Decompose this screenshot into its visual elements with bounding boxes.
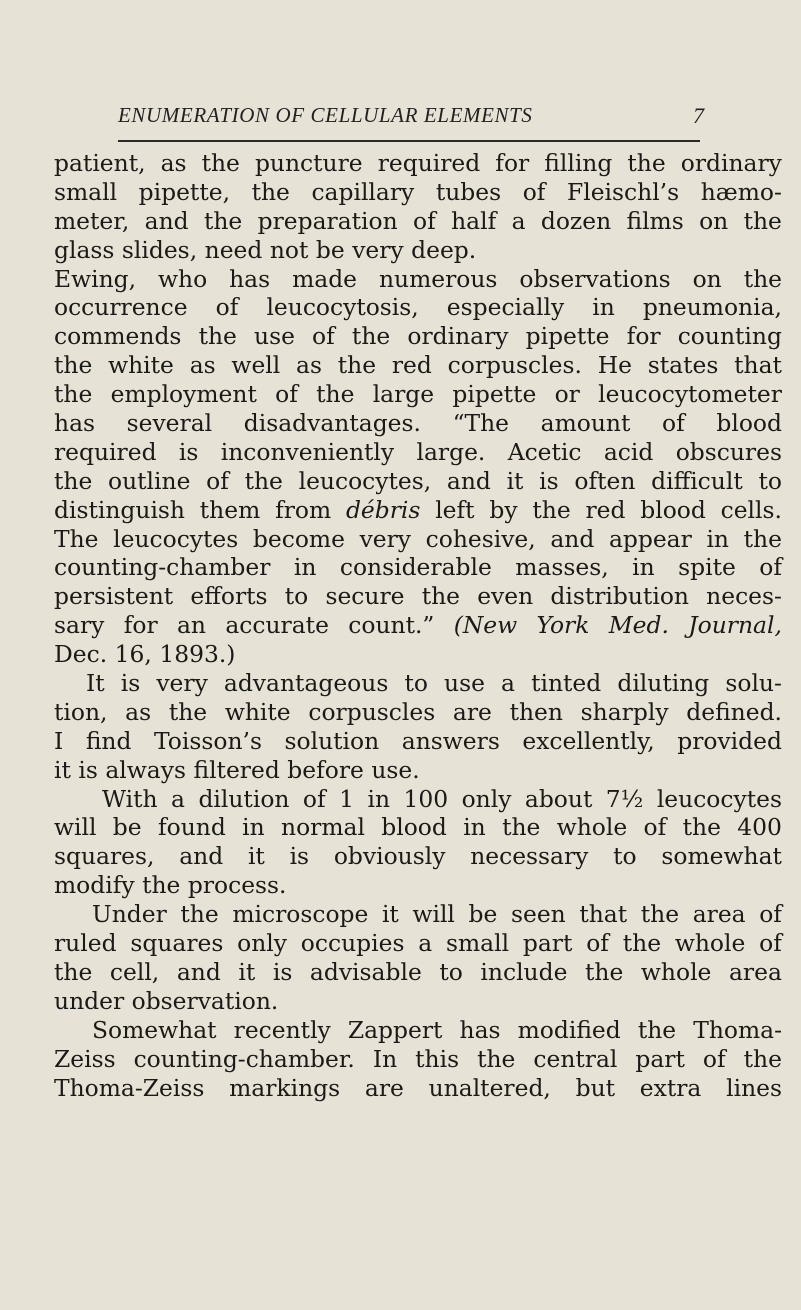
text-line: required is inconveniently large. Acetic acid obscures <box>54 437 782 466</box>
text-line: meter, and the preparation of half a dozen films on the <box>54 206 782 235</box>
text-line: glass slides, need not be very deep. <box>54 235 477 264</box>
text-line: patient, as the puncture required for filling the ordinary <box>54 149 782 177</box>
text-line: under observation. <box>54 986 279 1015</box>
text-line: counting-chamber in considerable masses, in spite of <box>54 553 782 582</box>
page-number: 7 <box>693 103 704 128</box>
text-line: occurrence of leucocytosis, especially in pneumonia, <box>54 293 782 322</box>
running-head <box>110 103 708 133</box>
text-line: sary for an accurate count.” (New York Med. Journal, <box>54 611 782 640</box>
text-line: the cell, and it is advisable to include the whole area <box>54 957 782 986</box>
text-line: persistent efforts to secure the even distribution neces- <box>54 582 782 611</box>
text-line: distinguish them from débris left by the red blood cells. <box>54 495 782 524</box>
text-line: It is very advantageous to use a tinted diluting solu- <box>86 669 782 698</box>
text-line: will be found in normal blood in the whole of the 400 <box>54 813 782 842</box>
body-text <box>54 149 782 1102</box>
text-line: it is always filtered before use. <box>54 755 420 784</box>
text-line: tion, as the white corpuscles are then sharply defined. <box>54 697 782 726</box>
text-line: the employment of the large pipette or leucocytometer <box>54 380 782 409</box>
text-line: small pipette, the capillary tubes of Fleischl’s hæmo- <box>54 177 782 206</box>
header-rule <box>118 140 700 142</box>
text-line: With a dilution of 1 in 100 only about 7½ leucocytes <box>102 784 782 813</box>
text-line: Under the microscope it will be seen that the area of <box>92 900 782 929</box>
text-line: Ewing, who has made numerous observations on the <box>54 264 782 293</box>
text-line: Dec. 16, 1893.) <box>54 640 236 669</box>
text-line: has several disadvantages. “The amount of blood <box>54 409 782 438</box>
text-line: commends the use of the ordinary pipette for counting <box>54 322 782 351</box>
text-line: squares, and it is obviously necessary to somewhat <box>54 842 782 871</box>
text-line: Zeiss counting-chamber. In this the central part of the <box>54 1044 782 1073</box>
running-title: ENUMERATION OF CELLULAR ELEMENTS <box>118 103 533 127</box>
text-line: I find Toisson’s solution answers excellently, provided <box>54 726 782 755</box>
text-line: The leucocytes become very cohesive, and appear in the <box>54 524 782 553</box>
text-line: ruled squares only occupies a small part of the whole of <box>54 929 782 958</box>
text-line: the outline of the leucocytes, and it is often difficult to <box>54 466 782 495</box>
text-line: modify the process. <box>54 871 287 900</box>
text-line: Somewhat recently Zappert has modified the Thoma- <box>92 1015 782 1044</box>
text-line: Thoma-Zeiss markings are unaltered, but extra lines <box>54 1073 782 1102</box>
text-line: the white as well as the red corpuscles. He states that <box>54 351 782 380</box>
